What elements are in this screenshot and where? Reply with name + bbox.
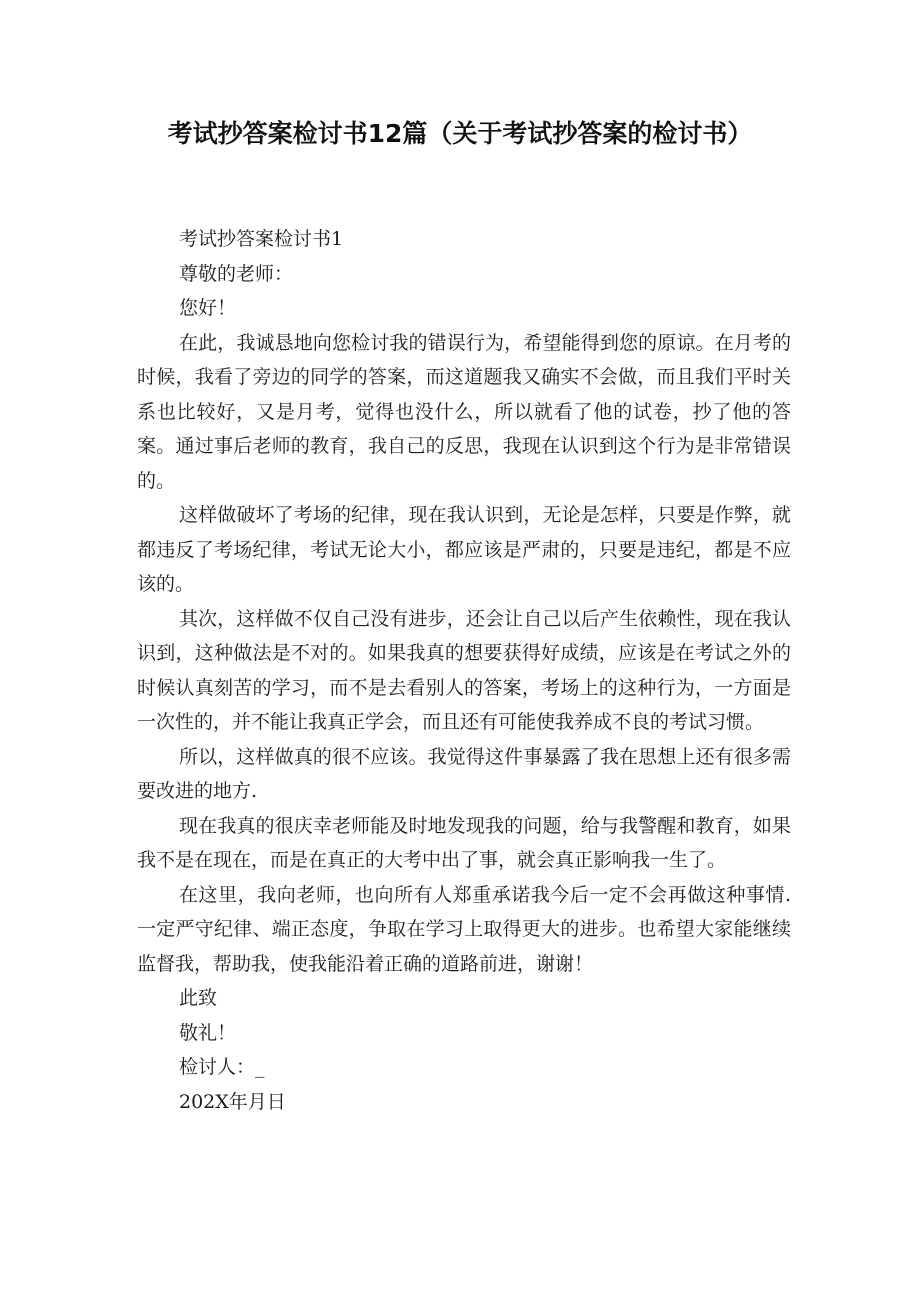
greeting: 您好！ <box>179 297 237 319</box>
paragraph: 所以，这样做真的很不应该。我觉得这件事暴露了我在思想上还有很多需要改进的地方. <box>137 745 791 802</box>
paragraph: 在这里，我向老师，也向所有人郑重承诺我今后一定不会再做这种事情.一定严守纪律、端正态度，争取在学习上取得更大的进步。也希望大家能继续监督我，帮助我，使我能沿着正确的道路前进，谢谢！ <box>137 883 791 975</box>
paragraph: 在此，我诚恳地向您检讨我的错误行为，希望能得到您的原谅。在月考的时候，我看了旁边的同学的答案，而这道题我又确实不会做，而且我们平时关系也比较好，又是月考，觉得也没什么，所以就看了他的试卷，抄了他的答案。通过事后老师的教育，我自己的反思，我现在认识到这个行为是非常错误的。 <box>137 331 791 492</box>
document-body <box>137 222 791 1119</box>
closing-line: 此致 <box>179 987 218 1009</box>
closing-regards: 敬礼！ <box>179 1021 237 1044</box>
paragraph: 这样做破坏了考场的纪律，现在我认识到，无论是怎样，只要是作弊，就都违反了考场纪律，考试无论大小，都应该是严肃的，只要是违纪，都是不应该的。 <box>137 504 791 595</box>
paragraph: 其次，这样做不仅自己没有进步，还会让自己以后产生依赖性，现在我认识到，这种做法是不对的。如果我真的想要获得好成绩，应该是在考试之外的时候认真刻苦的学习，而不是去看别人的答案，考场上的这种行为，一方面是一次性的，并不能让我真正学会，而且还有可能使我养成不良的考试习惯。 <box>137 607 791 733</box>
signer-line: 检讨人：_ <box>179 1056 265 1078</box>
salutation: 尊敬的老师： <box>179 262 294 285</box>
section-heading: 考试抄答案检讨书1 <box>179 228 344 250</box>
paragraph: 现在我真的很庆幸老师能及时地发现我的问题，给与我警醒和教育，如果我不是在现在，而是在真正的大考中出了事，就会真正影响我一生了。 <box>137 814 791 871</box>
document-title: 考试抄答案检讨书12篇（关于考试抄答案的检讨书） <box>167 119 753 148</box>
date-line: 202X年月日 <box>179 1090 286 1113</box>
